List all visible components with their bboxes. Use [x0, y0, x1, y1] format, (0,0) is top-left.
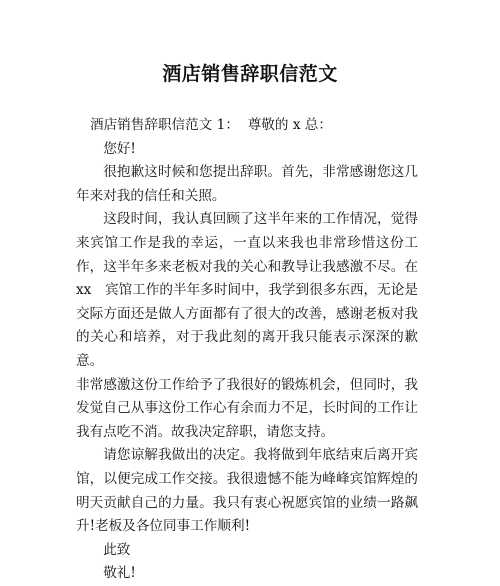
closing-2: 敬礼!	[103, 565, 136, 582]
document-title: 酒店销售辞职信范文	[162, 63, 338, 85]
paragraph-1: 很抱歉这时候和您提出辞职。首先，非常感谢您这几年来对我的信任和关照。	[76, 164, 418, 204]
intro-line	[76, 114, 418, 138]
paragraph-2: 这段时间，我认真回顾了这半年来的工作情况，觉得来宾馆工作是我的幸运，一直以来我也非常珍惜这份工作，这半年多来老板对我的关心和教导让我感激不尽。在 xx 宾馆工作的半年多时间中，我学到很多东西，无论是交际方面还是做人方面都有了很大的改善，感谢老板对我的关心和培养，对于我此刻的离开我只能表示深深的歉意。	[76, 211, 418, 369]
greeting: 您好!	[103, 140, 136, 157]
closing-1: 此致	[103, 541, 131, 558]
paragraph-4: 请您谅解我做出的决定。我将做到年底结束后离开宾馆，以便完成工作交接。我很遗憾不能为峰峰宾馆辉煌的明天贡献自己的力量。我只有衷心祝愿宾馆的业绩一路飙升!老板及各位同事工作顺利!	[76, 447, 418, 535]
intro-label: 酒店销售辞职信范文 1：	[90, 117, 239, 133]
paragraph-3: 非常感激这份工作给予了我很好的锻炼机会，但同时，我发觉自己从事这份工作心有余而力不足，长时间的工作让我有点吃不消。故我决定辞职，请您支持。	[76, 376, 418, 440]
letter-body	[76, 114, 418, 586]
salutation: 尊敬的 x 总：	[247, 117, 332, 133]
